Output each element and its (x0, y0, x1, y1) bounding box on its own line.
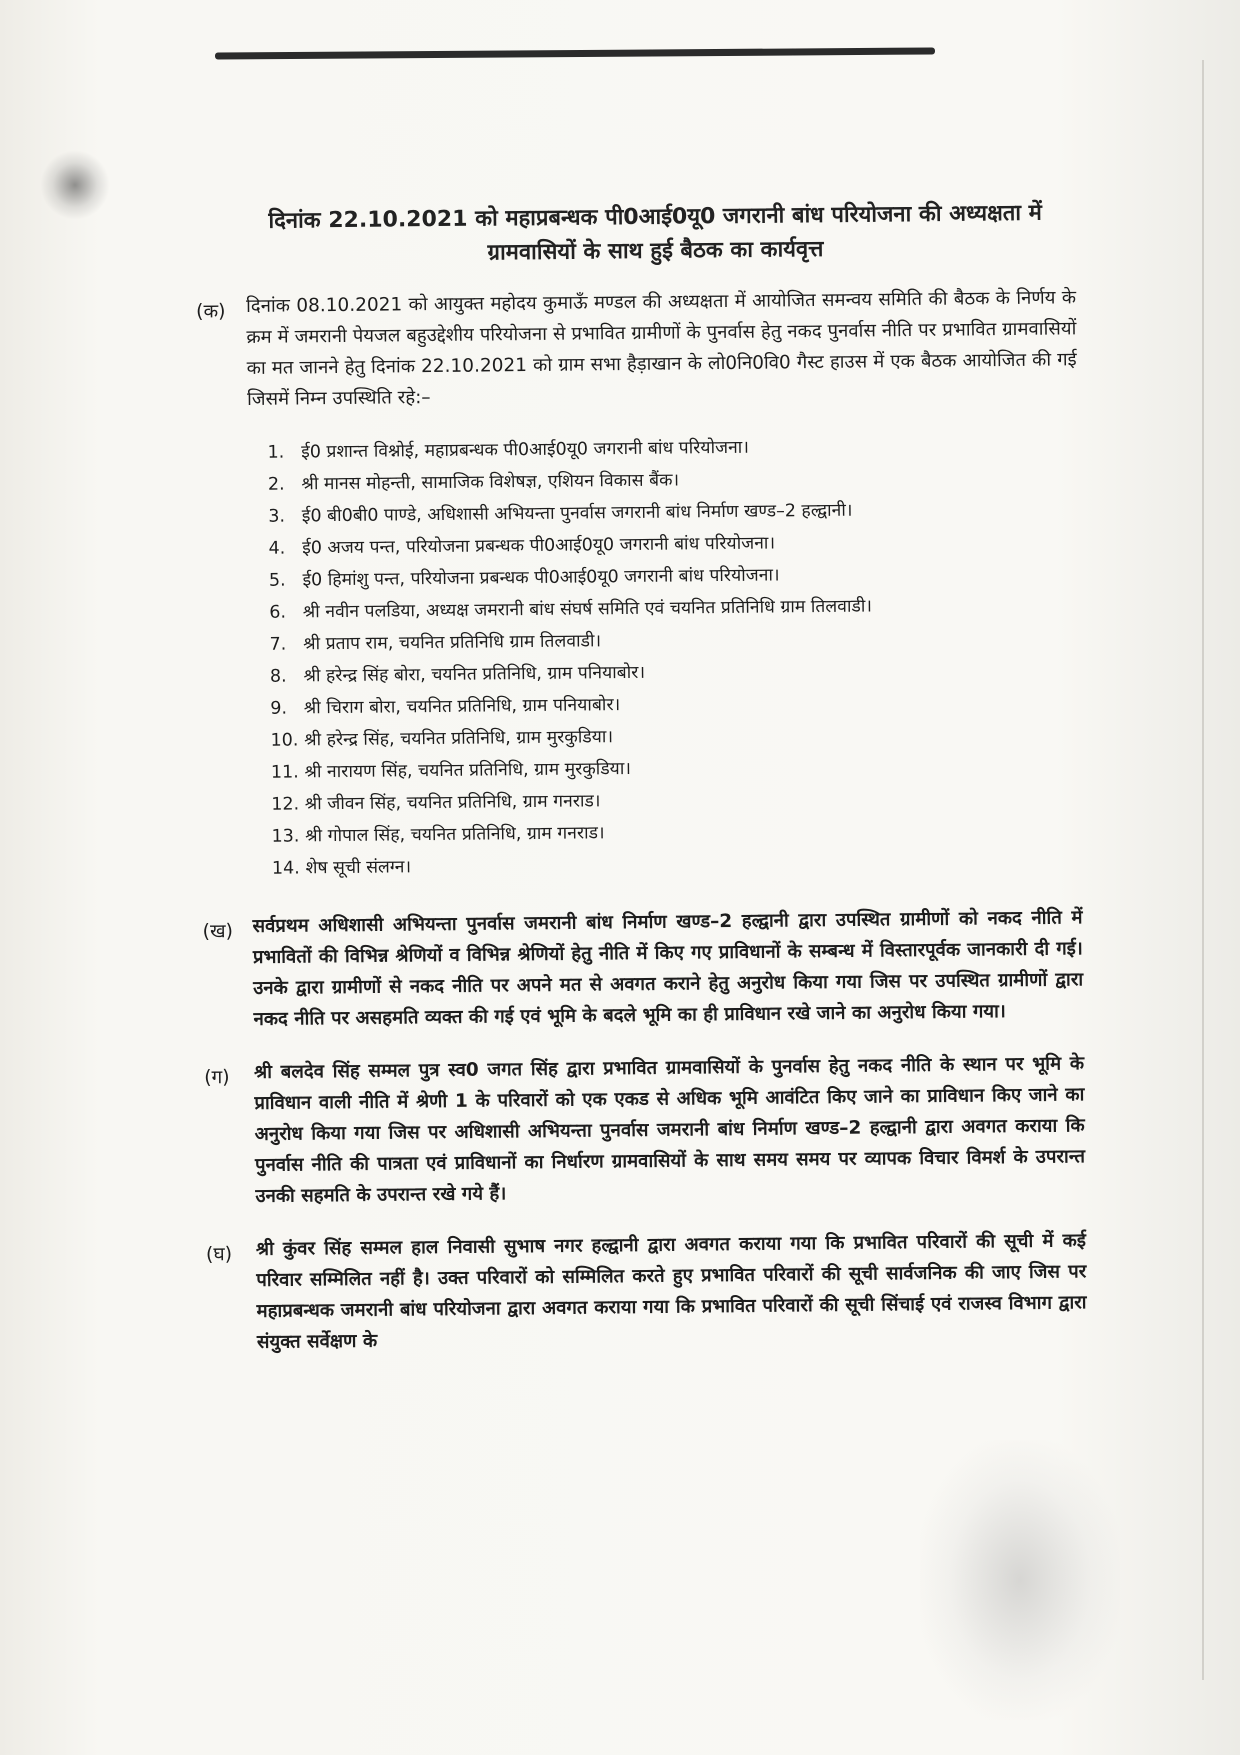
attendee-text: श्री मानस मोहन्ती, सामाजिक विशेषज्ञ, एशियन विकास बैंक। (301, 470, 680, 495)
attendee-text: श्री चिराग बोरा, चयनित प्रतिनिधि, ग्राम पनियाबोर। (303, 695, 621, 719)
section-text: दिनांक 08.10.2021 को आयुक्त महोदय कुमाऊँ मण्डल की अध्यक्षता में आयोजित समन्वय समिति की बैठक के निर्णय के क्रम में जमरानी पेयजल बहुउद्देशीय परियोजना से प्रभावित ग्रामीणों के पुनर्वास हेतु नकद पुनर्वास नीति पर प्रभावित ग्रामवासियों का मत जानने हेतु दिनांक 22.10.2021 को ग्राम सभा हैड़ाखान के लो0नि0वि0 गैस्ट हाउस में एक बैठक आयोजित की गई जिसमें निम्न उपस्थिति रहे:– (245, 287, 1077, 410)
attendee-number: 3. (268, 506, 286, 527)
attendee-number: 10. (270, 730, 299, 751)
scan-smudge (920, 1440, 1120, 1720)
document-body (195, 196, 1087, 1380)
attendee-text: श्री हरेन्द्र सिंह बोरा, चयनित प्रतिनिधि, ग्राम पनियाबोर। (303, 662, 646, 687)
attendee-text: श्री नारायण सिंह, चयनित प्रतिनिधि, ग्राम मुरकुडिया। (304, 758, 632, 783)
attendee-number: 4. (268, 538, 286, 559)
attendee-number: 8. (269, 666, 287, 687)
attendee-text: ई0 अजय पन्त, परियोजना प्रबन्धक पी0आई0यू0 जगरानी बांध परियोजना। (302, 533, 776, 559)
attendee-text: श्री जीवन सिंह, चयनित प्रतिनिधि, ग्राम गनराड। (304, 791, 601, 815)
attendee-number: 2. (267, 474, 285, 495)
section-kha (202, 902, 1084, 1035)
title-line-1: दिनांक 22.10.2021 को महाप्रबन्धक पी0आई0यू0 जगरानी बांध परियोजना की अध्यक्षता में (268, 200, 1042, 234)
section-marker: (घ) (205, 1243, 233, 1266)
attendee-text: ई0 प्रशान्त विश्नोई, महाप्रबन्धक पी0आई0यू0 जगरानी बांध परियोजना। (301, 437, 750, 463)
attendee-number: 1. (267, 442, 285, 463)
section-ka (195, 282, 1077, 415)
attendee-number: 7. (269, 634, 287, 655)
section-marker: (ग) (204, 1066, 230, 1089)
attendee-number: 11. (270, 762, 299, 783)
document-title (235, 196, 1076, 273)
attendee-text: शेष सूची संलग्न। (305, 857, 412, 879)
attendee-number: 14. (271, 858, 300, 879)
section-gha (205, 1225, 1087, 1358)
attendee-number: 13. (271, 826, 300, 847)
section-ga (204, 1048, 1086, 1212)
attendee-number: 9. (270, 698, 288, 719)
section-marker: (क) (195, 300, 226, 323)
section-text: श्री कुंवर सिंह सम्मल हाल निवासी सुभाष नगर हल्द्वानी द्वारा अवगत कराया गया कि प्रभावित परिवारों की सूची में कई परिवार सम्मिलित नहीं है। उक्त परिवारों को सम्मिलित करते हुए प्रभावित परिवारों की सूची सार्वजनिक की जाए जिस पर महाप्रबन्धक जमरानी बांध परियोजना द्वारा अवगत कराया गया कि प्रभावित परिवारों की सूची सिंचाई एवं राजस्व विभाग द्वारा संयुक्त सर्वेक्षण के (255, 1230, 1087, 1353)
attendee-number: 12. (271, 794, 300, 815)
section-text: सर्वप्रथम अधिशासी अभियन्ता पुनर्वास जमरानी बांध निर्माण खण्ड–2 हल्द्वानी द्वारा उपस्थित ग्रामीणों को नकद नीति में प्रभावितों की विभिन्न श्रेणियों व विभिन्न श्रेणियों हेतु नीति में किए गए प्राविधानों के सम्बन्ध में विस्तारपूर्वक जानकारी दी गई। उनके द्वारा ग्रामीणों से नकद नीति पर अपने मत से अवगत कराने हेतु अनुरोध किया गया जिस पर उपस्थित ग्रामीणों द्वारा नकद नीति पर असहमति व्यक्त की गई एवं भूमि के बदले भूमि का ही प्राविधान रखे जाने का अनुरोध किया गया। (252, 907, 1084, 1030)
top-scan-edge (215, 47, 935, 59)
title-line-2: ग्रामवासियों के साथ हुई बैठक का कार्यवृत्त (487, 236, 824, 266)
attendee-text: श्री गोपाल सिंह, चयनित प्रतिनिधि, ग्राम गनराड। (305, 823, 605, 847)
section-marker: (ख) (202, 920, 234, 943)
attendee-text: श्री प्रताप राम, चयनित प्रतिनिधि ग्राम तिलवाडी। (303, 631, 602, 655)
attendee-number: 5. (268, 570, 286, 591)
attendee-text: ई0 हिमांशु पन्त, परियोजना प्रबन्धक पी0आई0यू0 जगरानी बांध परियोजना। (302, 565, 780, 591)
attendee-text: श्री नवीन पलडिया, अध्यक्ष जमरानी बांध संघर्ष समिति एवं चयनित प्रतिनिधि ग्राम तिलवाडी। (302, 596, 873, 623)
attendee-text: ई0 बी0बी0 पाण्डे, अधिशासी अभियन्ता पुनर्वास जगरानी बांध निर्माण खण्ड–2 हल्द्वानी। (301, 500, 853, 527)
right-page-fold (1202, 60, 1204, 1680)
attendee-list (267, 428, 1082, 884)
attendee-text: श्री हरेन्द्र सिंह, चयनित प्रतिनिधि, ग्राम मुरकुडिया। (304, 727, 614, 751)
section-text: श्री बलदेव सिंह सम्मल पुत्र स्व0 जगत सिंह द्वारा प्रभावित ग्रामवासियों के पुनर्वास हेतु नकद नीति के स्थान पर भूमि के प्राविधान वाली नीति में श्रेणी 1 के परिवारों को एक एकड से अधिक भूमि आवंटित किए जाने का प्राविधान किए जाने का अनुरोध किया गया जिस पर अधिशासी अभियन्ता पुनर्वास जमरानी बांध निर्माण खण्ड–2 हल्द्वानी द्वारा अवगत कराया कि पुनर्वास नीति की पात्रता एवं प्राविधानों का निर्धारण ग्रामवासियों के साथ समय समय पर व्यापक विचार विमर्श के उपरान्त उनकी सहमति के उपरान्त रखे गये हैं। (253, 1053, 1086, 1207)
attendee-number: 6. (269, 602, 287, 623)
scan-smudge (40, 150, 110, 220)
